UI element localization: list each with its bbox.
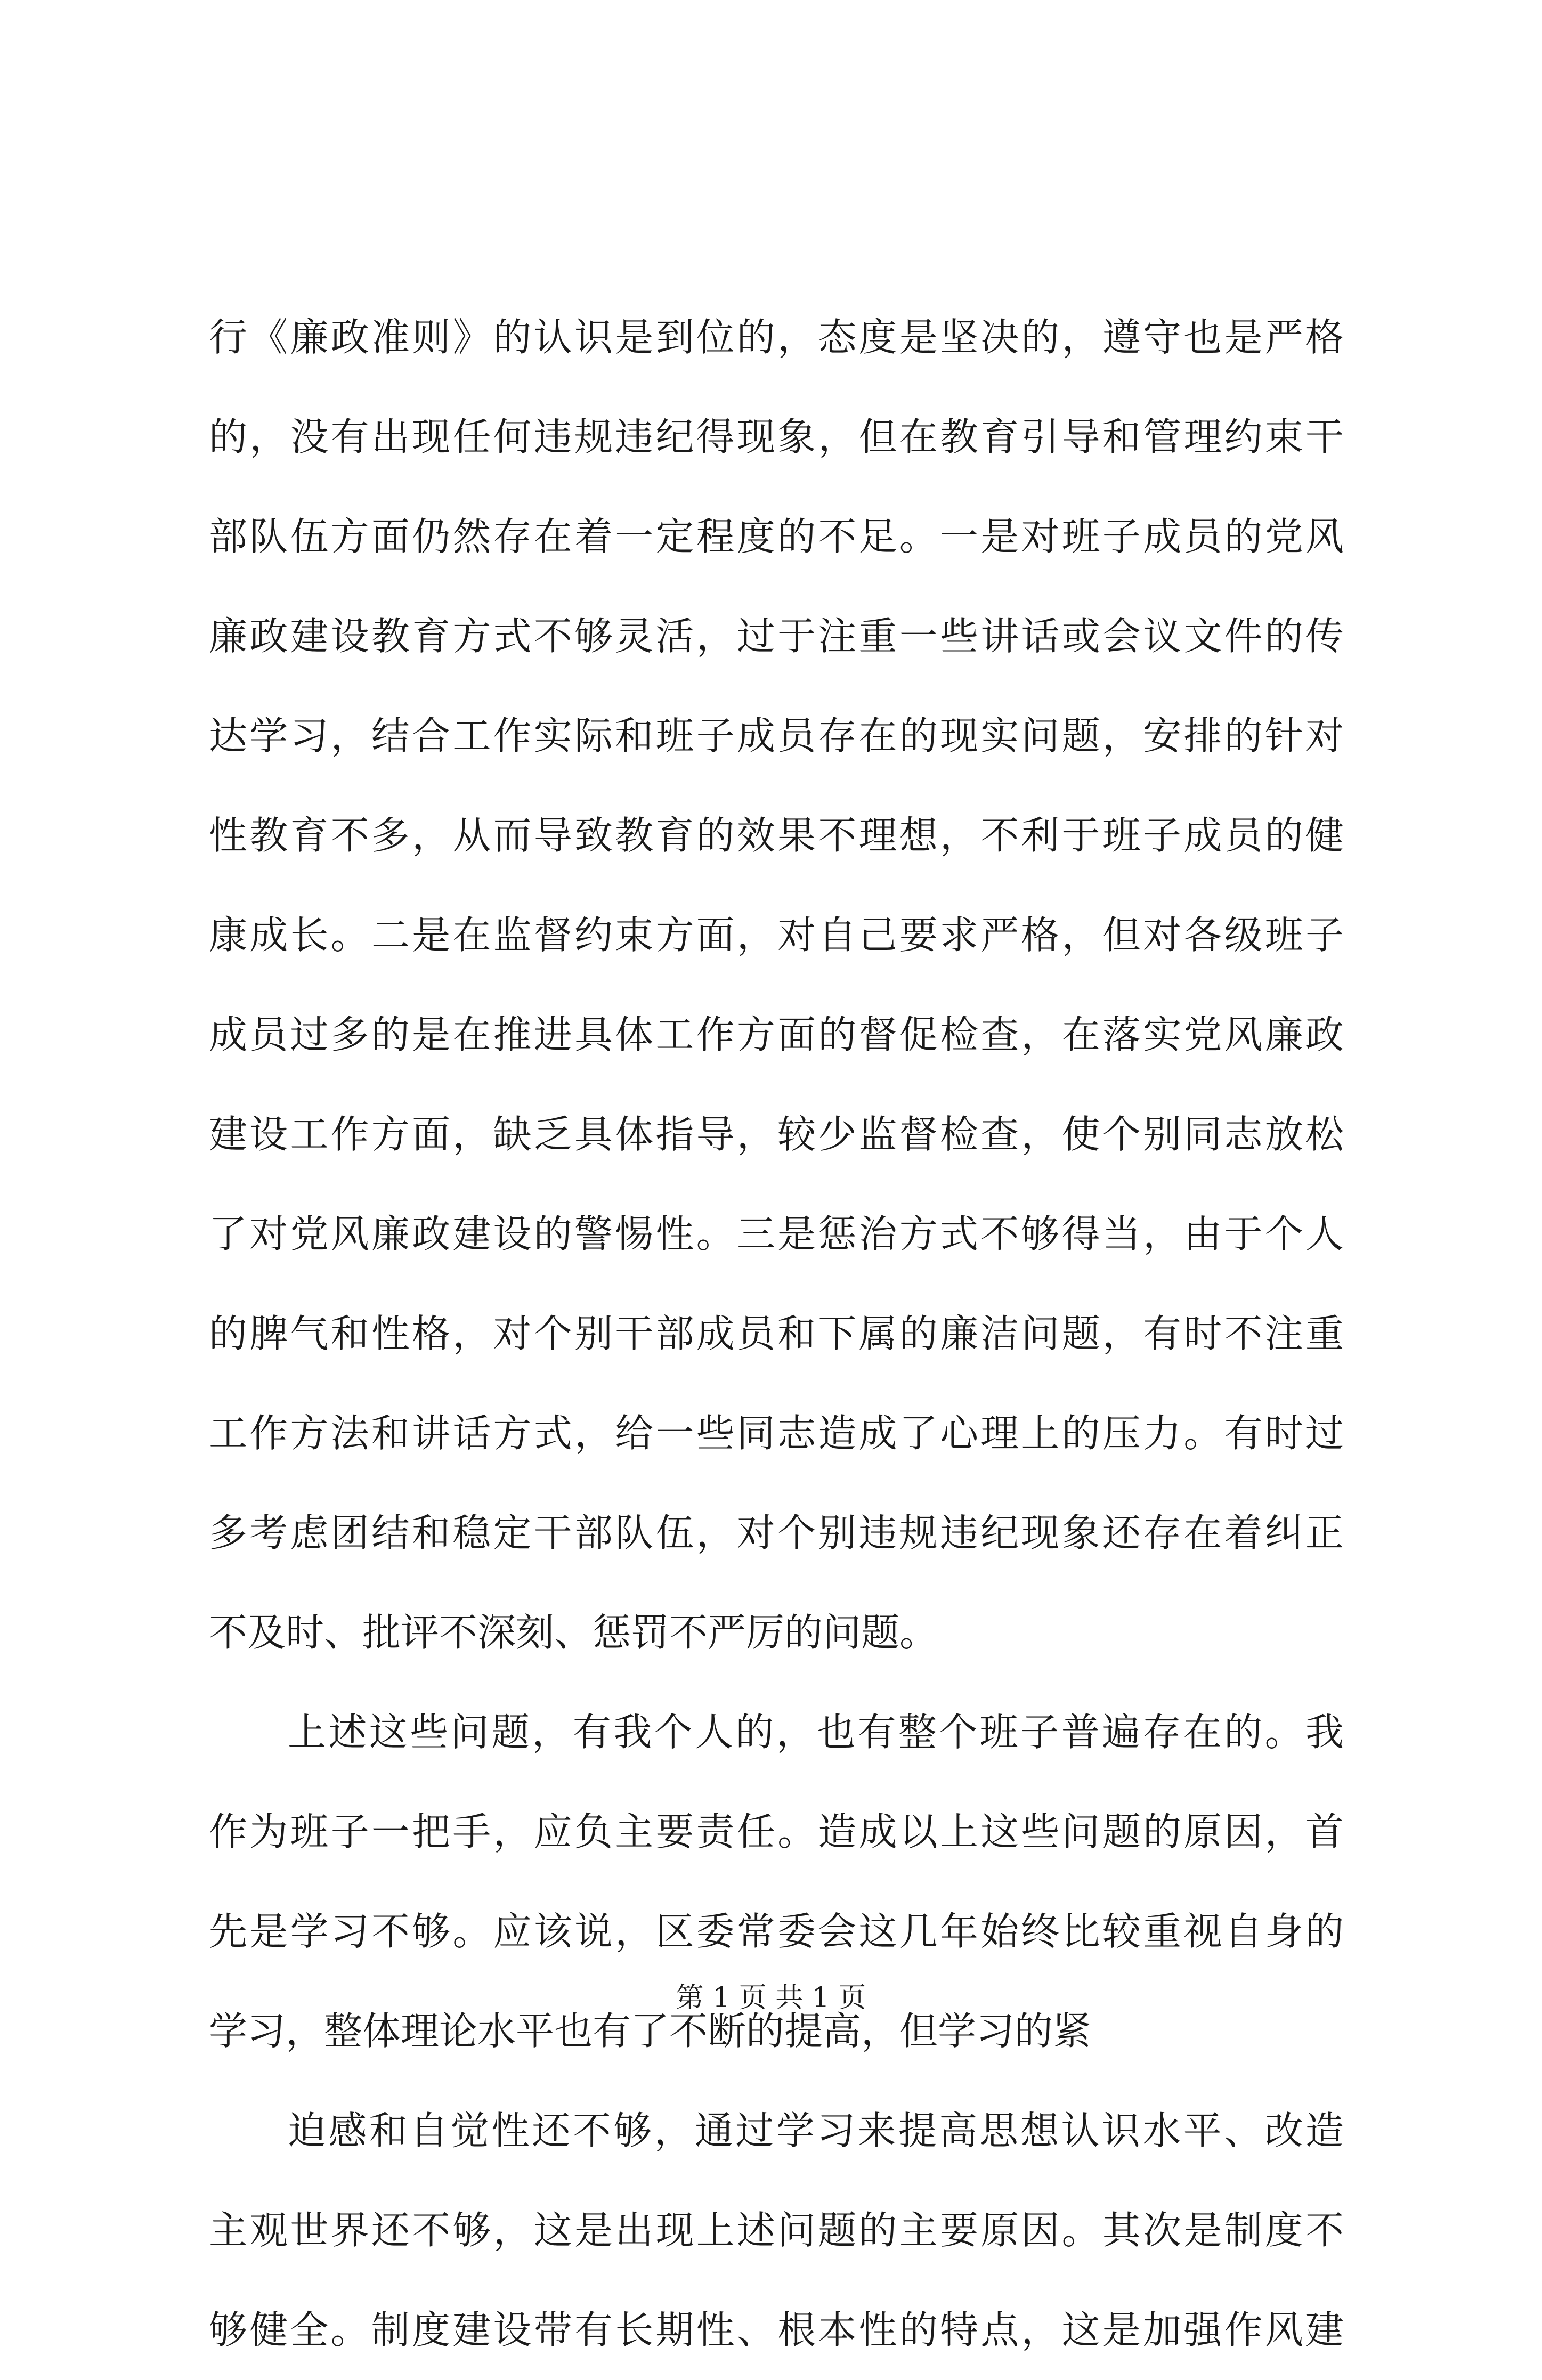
paragraph-3 <box>209 2081 1344 2380</box>
text-line: 成员过多的是在推进具体工作方面的督促检查，在落实党风廉政 <box>209 1012 1344 1057</box>
text-line: 迫感和自觉性还不够，通过学习来提高思想认识水平、改造 <box>288 2108 1344 2153</box>
text-line: 康成长。二是在监督约束方面，对自己要求严格，但对各级班子 <box>209 913 1344 957</box>
text-line: 廉政建设教育方式不够灵活，过于注重一些讲话或会议文件的传 <box>209 614 1344 659</box>
text-line: 工作方法和讲话方式，给一些同志造成了心理上的压力。有时过 <box>209 1411 1344 1456</box>
text-line: 作为班子一把手，应负主要责任。造成以上这些问题的原因，首 <box>209 1809 1344 1854</box>
text-line: 部队伍方面仍然存在着一定程度的不足。一是对班子成员的党风 <box>209 514 1344 559</box>
paragraph-2 <box>209 1683 1344 2081</box>
text-line: 多考虑团结和稳定干部队伍，对个别违规违纪现象还存在着纠正 <box>209 1510 1344 1555</box>
text-line: 性教育不多，从而导致教育的效果不理想，不利于班子成员的健 <box>209 813 1344 858</box>
text-line: 的，没有出现任何违规违纪得现象，但在教育引导和管理约束干 <box>209 415 1344 459</box>
text-line: 学习，整体理论水平也有了不断的提高，但学习的紧 <box>209 2009 1092 2053</box>
text-line: 上述这些问题，有我个人的，也有整个班子普遍存在的。我 <box>288 1710 1344 1754</box>
text-line: 建设工作方面，缺乏具体指导，较少监督检查，使个别同志放松 <box>209 1112 1344 1157</box>
text-line: 先是学习不够。应该说，区委常委会这几年始终比较重视自身的 <box>209 1909 1344 1954</box>
text-line: 主观世界还不够，这是出现上述问题的主要原因。其次是制度不 <box>209 2208 1344 2253</box>
text-line: 够健全。制度建设带有长期性、根本性的特点，这是加强作风建 <box>209 2308 1344 2352</box>
text-line: 行《廉政准则》的认识是到位的，态度是坚决的，遵守也是严格 <box>209 315 1344 360</box>
paragraph-1 <box>209 288 1344 1683</box>
page-number-footer: 第 1 页 共 1 页 <box>676 1982 866 2014</box>
document-body <box>209 288 1344 2380</box>
text-line: 达学习，结合工作实际和班子成员存在的现实问题，安排的针对 <box>209 713 1344 758</box>
text-line: 了对党风廉政建设的警惕性。三是惩治方式不够得当，由于个人 <box>209 1212 1344 1256</box>
text-line: 的脾气和性格，对个别干部成员和下属的廉洁问题，有时不注重 <box>209 1311 1344 1356</box>
text-line: 不及时、批评不深刻、惩罚不严厉的问题。 <box>209 1610 938 1655</box>
